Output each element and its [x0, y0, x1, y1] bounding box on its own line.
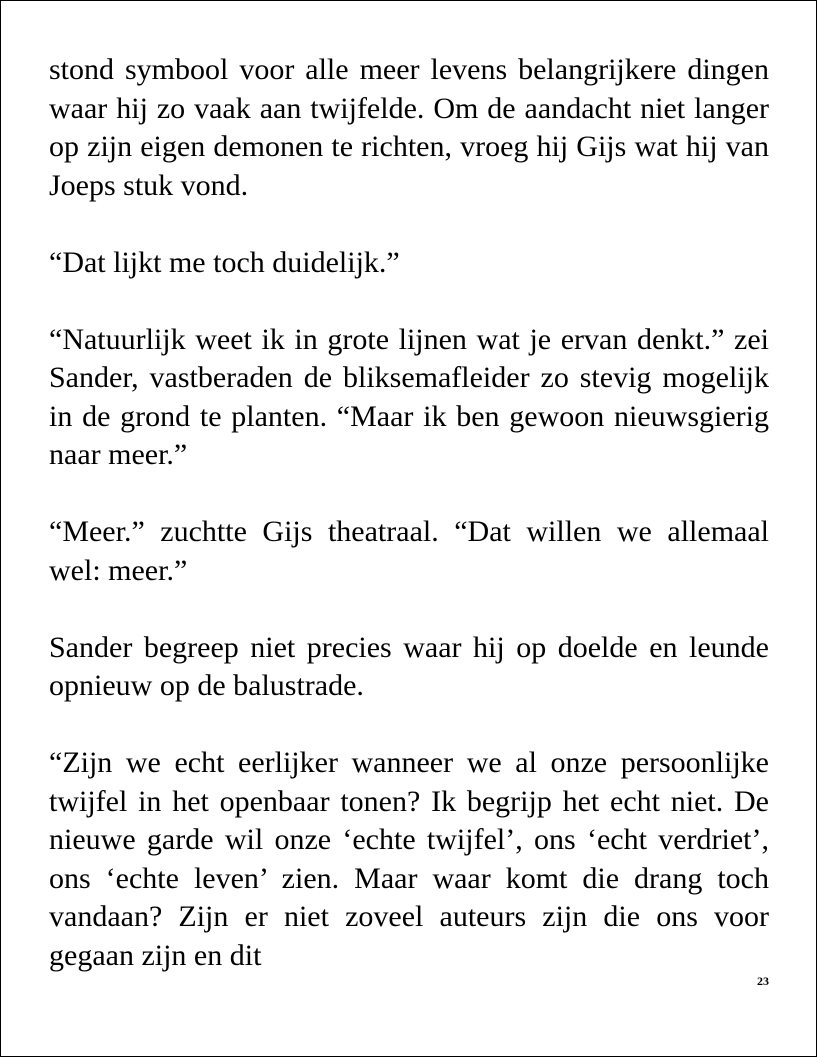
paragraph-6: “Zijn we echt eerlijker wanneer we al onze persoonlijke twijfel in het openbaar tonen? Ik begrijp het echt niet. De nieuwe garde wil onze ‘echte twijfel’, ons ‘echt verdriet’, ons ‘echte leven’ zien. Maar waar komt die drang toch vandaan? Zijn er niet zoveel auteurs zijn die ons voor gegaan zijn en dit [49, 746, 769, 972]
page-number: 23 [757, 974, 769, 988]
paragraph-2: “Dat lijkt me toch duidelijk.” [49, 245, 400, 279]
paragraph-5: Sander begreep niet precies waar hij op doelde en leunde opnieuw op de balustrade. [49, 630, 769, 702]
body-text [49, 51, 769, 1014]
paragraph-4: “Meer.” zuchtte Gijs theatraal. “Dat willen we allemaal wel: meer.” [49, 515, 769, 587]
paragraph-1: stond symbool voor alle meer levens belangrijkere dingen waar hij zo vaak aan twijfelde. Om de aandacht niet langer op zijn eigen demonen te richten, vroeg hij Gijs wat hij van Joeps stuk vond. [49, 53, 769, 202]
paragraph-3: “Natuurlijk weet ik in grote lijnen wat je ervan denkt.” zei Sander, vastberaden de bliksemafleider zo stevig mogelijk in de grond te planten. “Maar ik ben gewoon nieuwsgierig naar meer.” [49, 322, 769, 471]
